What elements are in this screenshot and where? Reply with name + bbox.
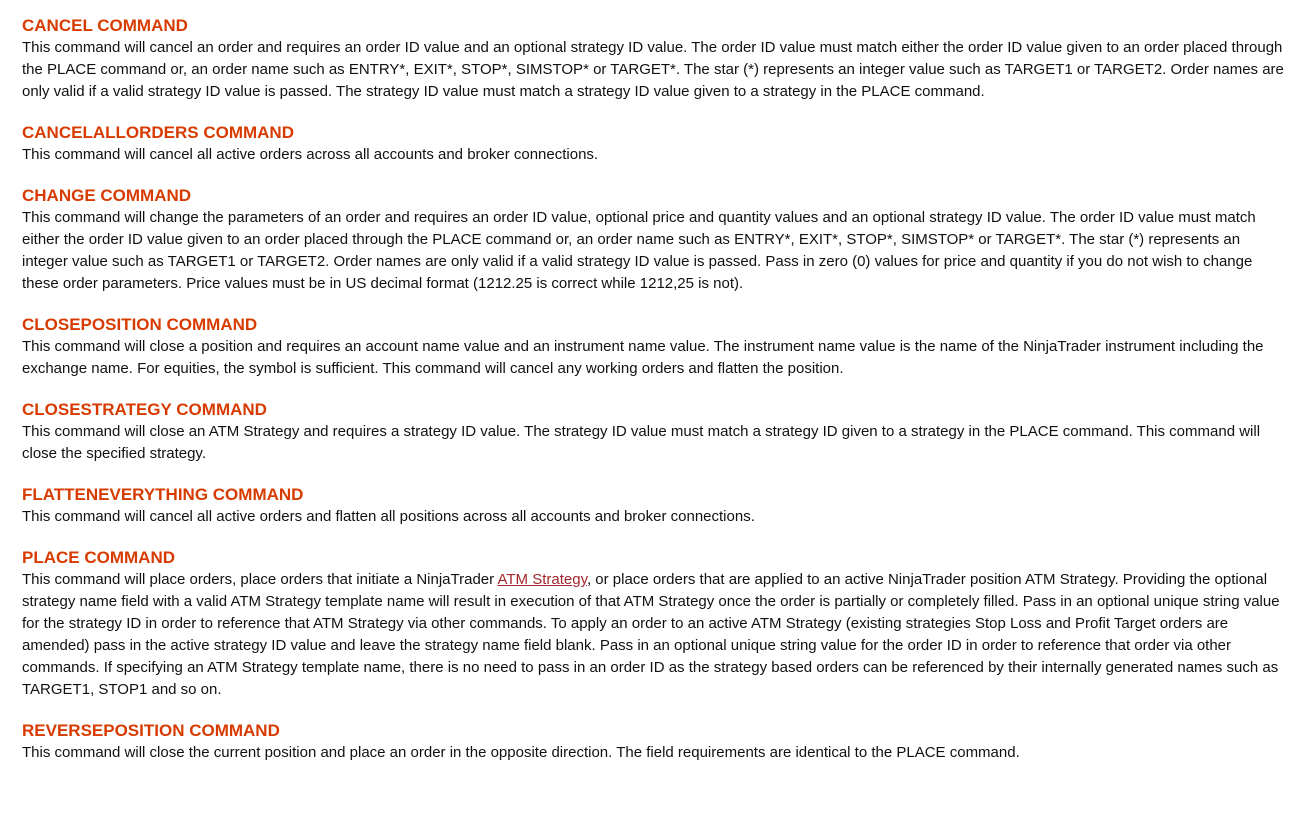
section-closeposition xyxy=(22,314,1289,380)
section-closestrategy xyxy=(22,399,1289,465)
section-reverseposition xyxy=(22,720,1289,764)
section-heading: PLACE COMMAND xyxy=(22,548,175,567)
section-heading: CHANGE COMMAND xyxy=(22,186,192,205)
atm-strategy-link[interactable]: ATM Strategy xyxy=(497,571,587,588)
section-heading: REVERSEPOSITION COMMAND xyxy=(22,721,280,740)
section-heading: CLOSESTRATEGY COMMAND xyxy=(22,400,267,419)
section-heading: CLOSEPOSITION COMMAND xyxy=(22,315,258,334)
section-heading: FLATTENEVERYTHING COMMAND xyxy=(22,485,304,504)
section-cancel xyxy=(22,15,1289,103)
section-cancelallorders xyxy=(22,122,1289,166)
section-text: This command will close an ATM Strategy and requires a strategy ID value. The strategy ID value must match a strategy ID given to a strategy in the PLACE command. This command will close the specified strategy. xyxy=(22,423,1261,462)
section-text xyxy=(22,569,1289,701)
section-text: This command will cancel all active orders and flatten all positions across all accounts and broker connections. xyxy=(22,508,755,525)
section-change xyxy=(22,185,1289,295)
section-heading: CANCELALLORDERS COMMAND xyxy=(22,123,294,142)
section-text-after-link: , or place orders that are applied to an active NinjaTrader position ATM Strategy. Providing the optional strategy name field with a valid ATM Strategy template name will result in execution of that ATM Strategy once the order is partially or completely filled. Pass in an optional unique string value for the strategy ID in order to reference that ATM Strategy via other commands. To apply an order to an active ATM Strategy (existing strategies Stop Loss and Profit Target orders are amended) pass in the active strategy ID value and leave the strategy name field blank. Pass in an optional unique string value for the order ID in order to reference that order via other commands. If specifying an ATM Strategy template name, there is no need to pass in an order ID as the strategy based orders can be referenced by their internally generated names such as TARGET1, STOP1 and so on. xyxy=(22,571,1280,698)
section-text: This command will close a position and requires an account name value and an instrument name value. The instrument name value is the name of the NinjaTrader instrument including the exchange name. For equities, the symbol is sufficient. This command will cancel any working orders and flatten the position. xyxy=(22,338,1264,377)
section-text-before-link: This command will place orders, place orders that initiate a NinjaTrader xyxy=(22,571,498,588)
section-place xyxy=(22,547,1289,701)
section-text: This command will cancel all active orders across all accounts and broker connections. xyxy=(22,146,599,163)
section-text: This command will change the parameters of an order and requires an order ID value, optional price and quantity values and an optional strategy ID value. The order ID value must match either the order ID value given to an order placed through the PLACE command or, an order name such as ENTRY*, EXIT*, STOP*, SIMSTOP* or TARGET*. The star (*) represents an integer value such as TARGET1 or TARGET2. Order names are only valid if a valid strategy ID value is passed. Pass in zero (0) values for price and quantity if you do not wish to change these order parameters. Price values must be in US decimal format (1212.25 is correct while 1212,25 is not). xyxy=(22,209,1256,292)
section-flatteneverything xyxy=(22,484,1289,528)
section-text: This command will close the current position and place an order in the opposite direction. The field requirements are identical to the PLACE command. xyxy=(22,744,1020,761)
section-heading: CANCEL COMMAND xyxy=(22,16,188,35)
section-text: This command will cancel an order and requires an order ID value and an optional strategy ID value. The order ID value must match either the order ID value given to an order placed through the PLACE command or, an order name such as ENTRY*, EXIT*, STOP*, SIMSTOP* or TARGET*. The star (*) represents an integer value such as TARGET1 or TARGET2. Order names are only valid if a valid strategy ID value is passed. The strategy ID value must match a strategy ID value given to a strategy in the PLACE command. xyxy=(22,39,1284,100)
